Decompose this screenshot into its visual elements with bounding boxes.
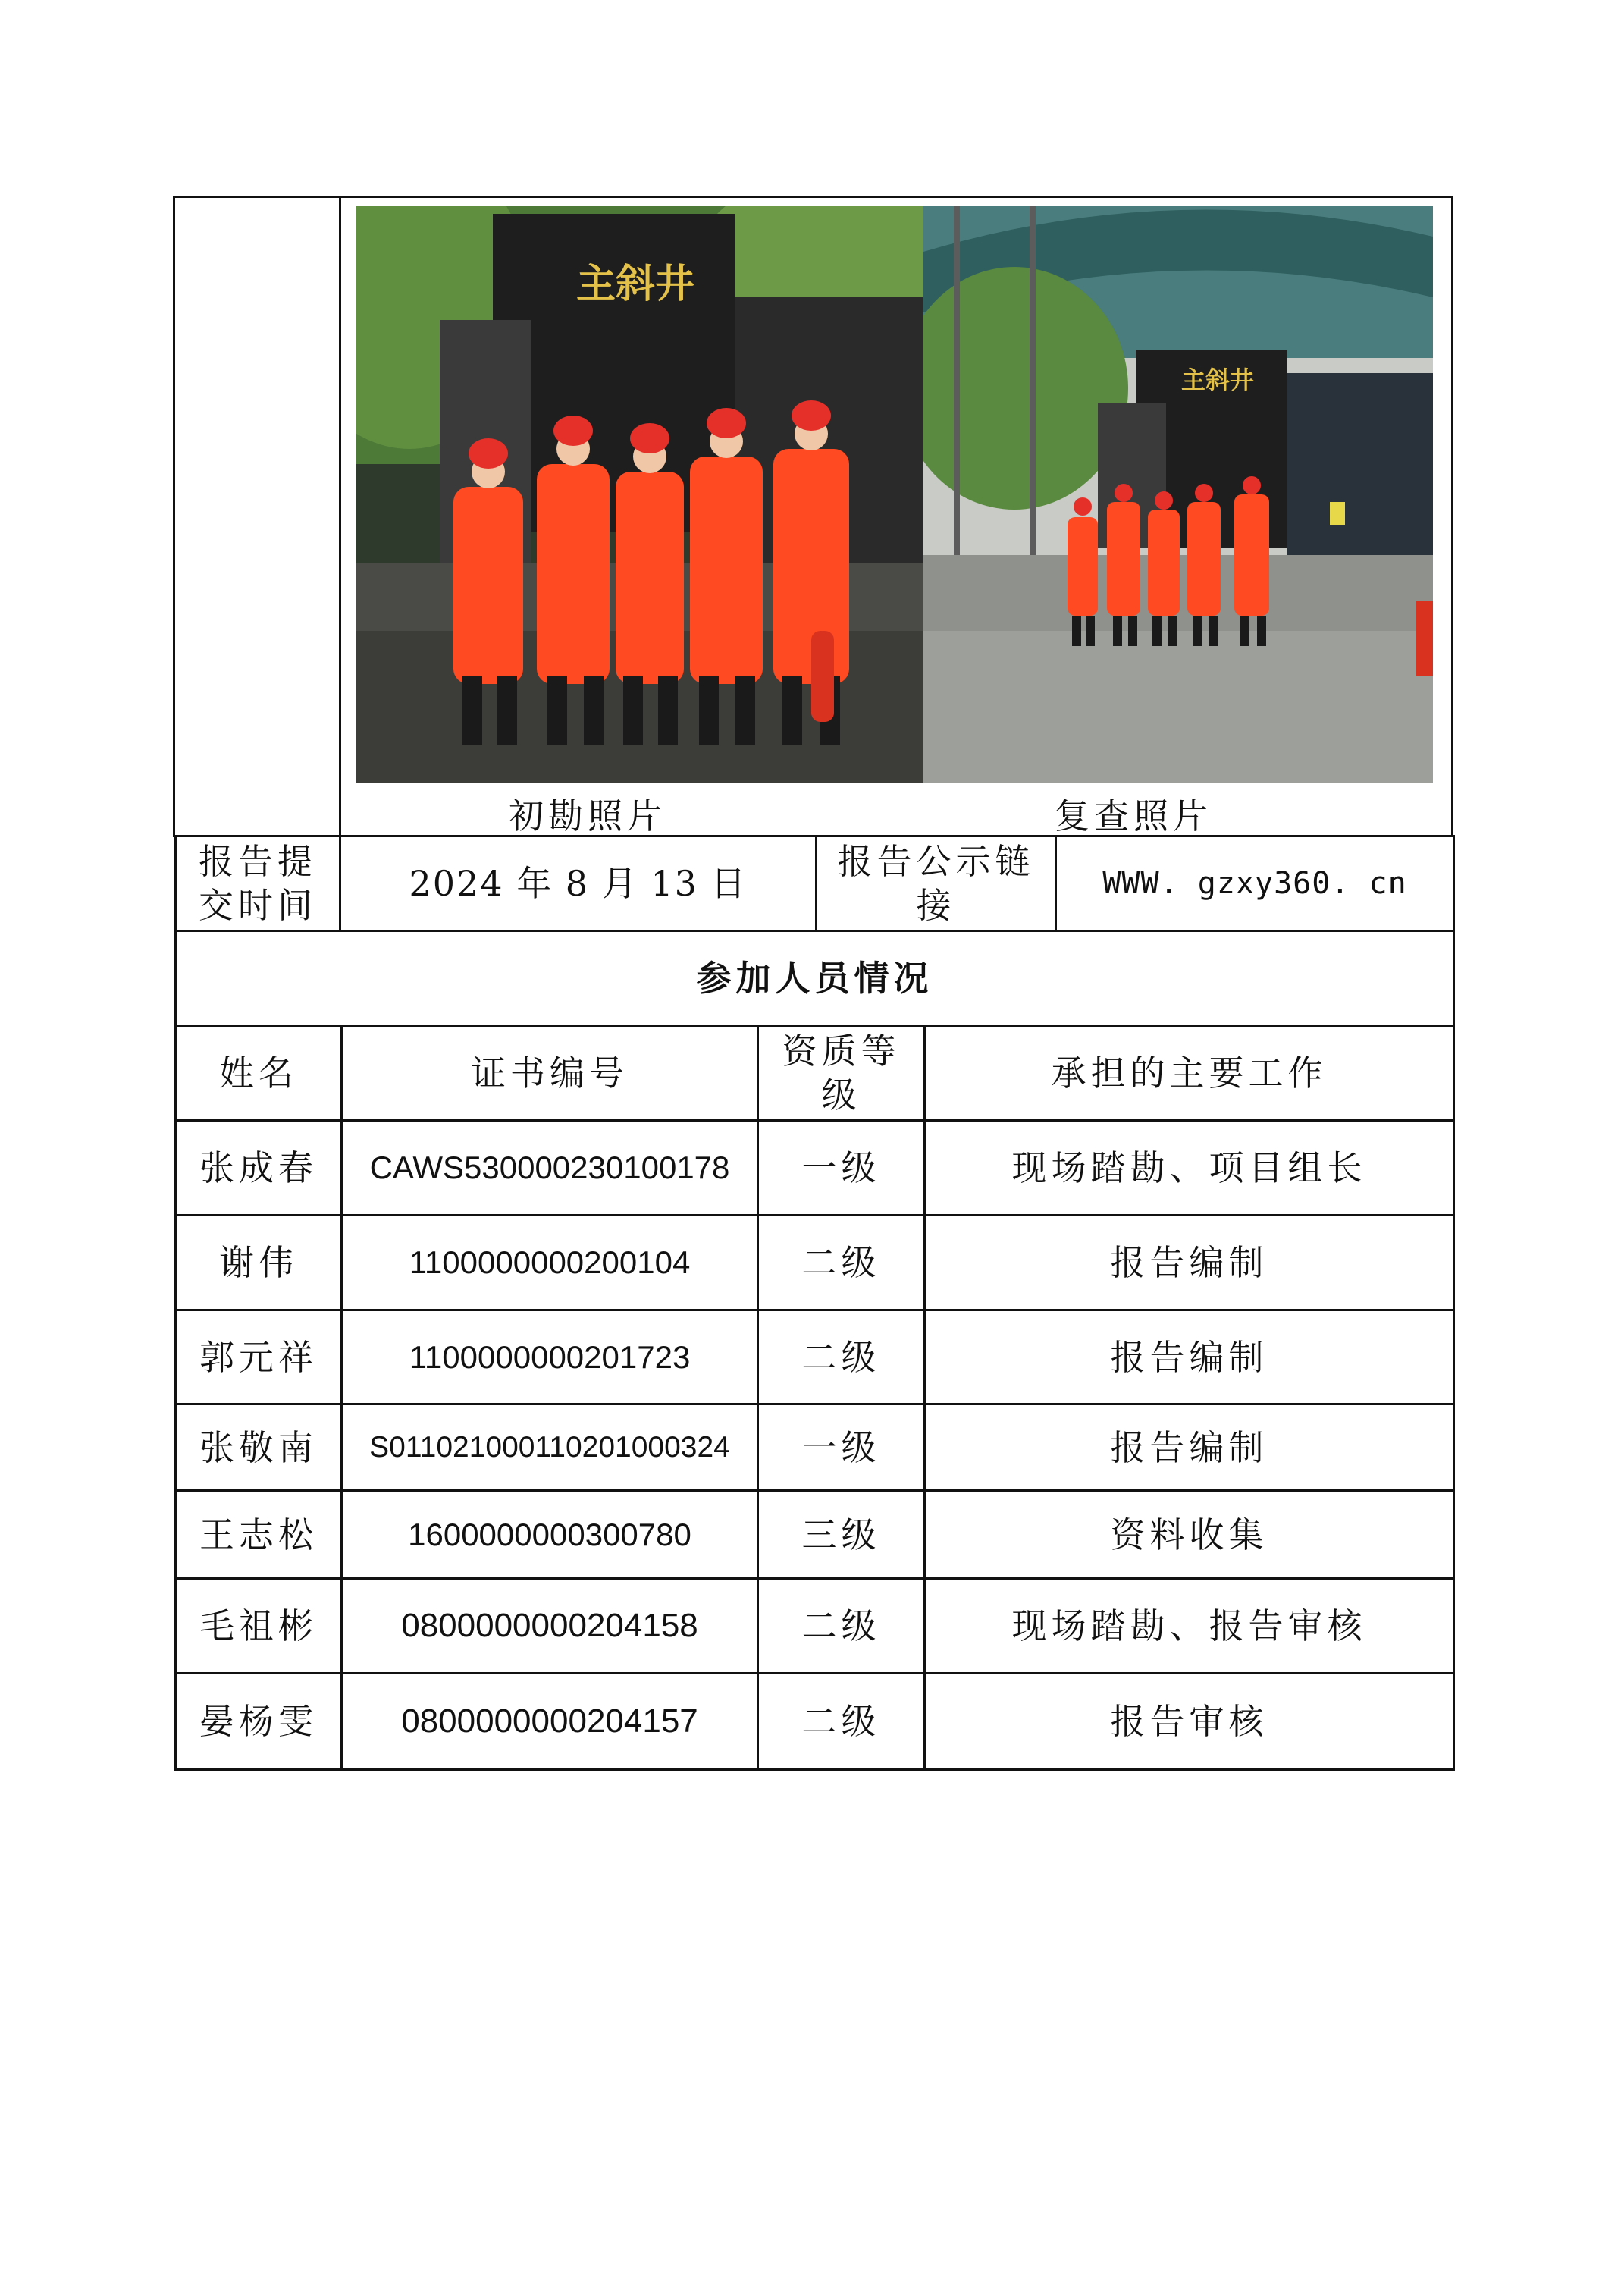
table-row-cert: 1600000000300780	[340, 1489, 759, 1580]
table-row-level: 二级	[757, 1309, 926, 1405]
table-row-work: 现场踏勘、项目组长	[923, 1119, 1455, 1216]
sign-text: 主斜井	[576, 262, 695, 307]
table-row-name: 张成春	[174, 1119, 343, 1216]
table-row-work: 现场踏勘、报告审核	[923, 1577, 1455, 1674]
table-row-cert: 1100000000201723	[340, 1309, 759, 1405]
table-row-name: 张敬南	[174, 1403, 343, 1492]
table-row-cert: CAWS530000230100178	[340, 1119, 759, 1216]
table-row-cert: S011021000110201000324	[340, 1403, 759, 1492]
header-main-work: 承担的主要工作	[923, 1025, 1455, 1122]
recheck-photo	[923, 206, 1433, 783]
header-qualification-level: 资质等级	[757, 1025, 926, 1122]
table-row-work: 报告审核	[923, 1672, 1455, 1771]
table-row-level: 二级	[757, 1577, 926, 1674]
recheck-photo-caption: 复查照片	[1055, 795, 1212, 836]
table-row-cert: 0800000000204157	[340, 1672, 759, 1771]
submit-time-value: 2024 年 8 月 13 日	[339, 835, 817, 932]
table-row-name: 郭元祥	[174, 1309, 343, 1405]
table-row-name: 毛祖彬	[174, 1577, 343, 1674]
initial-photo-caption: 初勘照片	[509, 795, 666, 836]
table-row-work: 资料收集	[923, 1489, 1455, 1580]
table-row-level: 二级	[757, 1214, 926, 1311]
table-row-work: 报告编制	[923, 1403, 1455, 1492]
report-link-value[interactable]: WWW. gzxy360. cn	[1055, 835, 1455, 932]
table-row-level: 二级	[757, 1672, 926, 1771]
table-row-name: 谢伟	[174, 1214, 343, 1311]
table-row-cert: 1100000000200104	[340, 1214, 759, 1311]
report-link-label: 报告公示链接	[815, 835, 1057, 932]
table-row-cert: 0800000000204158	[340, 1577, 759, 1674]
table-row-work: 报告编制	[923, 1309, 1455, 1405]
table-row-level: 一级	[757, 1403, 926, 1492]
photo-row-left-cell	[173, 196, 341, 837]
recheck-sign-text: 主斜井	[1181, 366, 1255, 394]
table-row-name: 王志松	[174, 1489, 343, 1580]
header-cert-number: 证书编号	[340, 1025, 759, 1122]
header-name: 姓名	[174, 1025, 343, 1122]
table-row-work: 报告编制	[923, 1214, 1455, 1311]
table-row-level: 三级	[757, 1489, 926, 1580]
mine-entrance-sign	[576, 262, 694, 307]
participants-section-title: 参加人员情况	[174, 930, 1455, 1027]
initial-survey-photo	[356, 206, 923, 783]
submit-time-label: 报告提交时间	[174, 835, 341, 932]
table-row-level: 一级	[757, 1119, 926, 1216]
table-row-name: 晏杨雯	[174, 1672, 343, 1771]
